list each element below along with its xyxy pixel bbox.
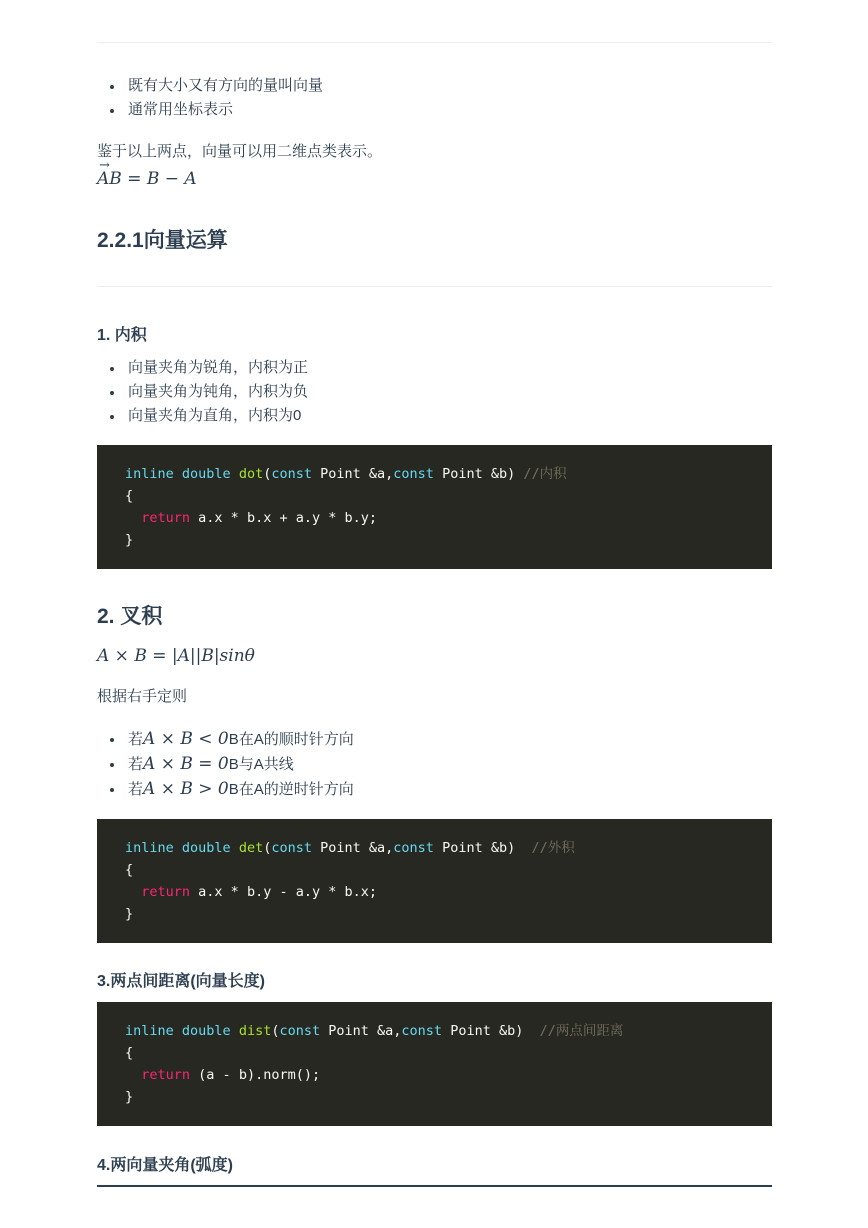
code-keyword: double — [181, 466, 231, 482]
formula-a: A — [184, 169, 197, 189]
code-block-det — [97, 819, 772, 943]
code-text: Point &a, — [320, 1023, 402, 1039]
code-function: dist — [238, 1023, 272, 1039]
code-keyword: const — [393, 466, 434, 482]
code-text: Point &a, — [312, 840, 394, 856]
code-function: det — [238, 840, 264, 856]
list-item-prefix: 若 — [128, 731, 144, 748]
list-item: 向量夹角为钝角，内积为负 — [97, 380, 308, 404]
code-text: ( — [263, 466, 272, 482]
list-item: 通常用坐标表示 — [97, 98, 323, 122]
list-item-math: A × B > 0 — [143, 779, 229, 799]
code-block-dot — [97, 445, 772, 569]
code-comment: //内积 — [523, 466, 567, 482]
code-text: ( — [271, 1023, 280, 1039]
code-text: Point &b) — [433, 840, 532, 856]
code-text: ( — [263, 840, 272, 856]
code-keyword: double — [181, 840, 231, 856]
list-item-prefix: 若 — [128, 756, 144, 773]
code-text: } — [125, 1089, 134, 1105]
code-function: dot — [238, 466, 264, 482]
code-text: a.x * b.x + a.y * b.y; — [190, 510, 377, 526]
bottom-rule — [97, 1185, 772, 1187]
code-text: { — [125, 862, 134, 878]
divider — [97, 286, 772, 287]
code-text: } — [125, 532, 134, 548]
code-keyword: const — [271, 840, 313, 856]
cross-list — [97, 727, 354, 802]
code-keyword: inline — [125, 1023, 174, 1039]
list-item-math: A × B < 0 — [143, 729, 229, 749]
code-text: Point &a, — [312, 466, 394, 482]
vector-ab: AB → — [97, 168, 122, 190]
right-hand-rule: 根据右手定则 — [97, 688, 188, 705]
list-item-prefix: 若 — [128, 781, 144, 798]
list-item-text: B与A共线 — [228, 756, 294, 773]
code-keyword: inline — [125, 840, 174, 856]
code-return: return — [141, 884, 191, 900]
dist-heading: 3.两点间距离(向量长度) — [97, 973, 266, 990]
formula-minus: − — [164, 169, 179, 189]
formula-eq: = — [127, 169, 142, 189]
cross-formula: A × B = |A||B|sinθ — [97, 646, 255, 666]
code-text: Point &b) — [433, 466, 524, 482]
code-keyword: const — [271, 466, 313, 482]
code-text: (a - b).norm(); — [190, 1067, 321, 1083]
list-item — [97, 727, 354, 752]
list-item: 既有大小又有方向的量叫向量 — [97, 74, 323, 98]
code-block-dist — [97, 1002, 772, 1126]
section-title: 2.2.1向量运算 — [97, 229, 228, 252]
list-item-math: A × B = 0 — [143, 754, 229, 774]
code-text: Point &b) — [442, 1023, 540, 1039]
list-item — [97, 777, 354, 802]
dot-list — [97, 356, 308, 428]
code-text: { — [125, 488, 134, 504]
cross-heading: 2. 叉积 — [97, 605, 163, 628]
intro-list — [97, 74, 323, 122]
code-comment: //外积 — [531, 840, 575, 856]
list-item — [97, 752, 354, 777]
code-return: return — [141, 1067, 191, 1083]
code-keyword: double — [181, 1023, 231, 1039]
code-text: } — [125, 906, 134, 922]
divider — [97, 42, 772, 43]
list-item-text: B在A的逆时针方向 — [228, 781, 354, 798]
formula-b: B — [146, 169, 160, 189]
code-keyword: const — [393, 840, 434, 856]
code-keyword: const — [279, 1023, 321, 1039]
code-keyword: inline — [125, 466, 174, 482]
formula-ab — [97, 168, 197, 190]
code-text: a.x * b.y - a.y * b.x; — [190, 884, 377, 900]
angle-heading: 4.两向量夹角(弧度) — [97, 1157, 234, 1174]
list-item: 向量夹角为直角，内积为0 — [97, 404, 308, 428]
code-keyword: const — [401, 1023, 443, 1039]
dot-heading: 1. 内积 — [97, 327, 147, 344]
code-return: return — [141, 510, 191, 526]
code-text: { — [125, 1045, 134, 1061]
list-item-text: B在A的顺时针方向 — [228, 731, 354, 748]
list-item: 向量夹角为锐角，内积为正 — [97, 356, 308, 380]
code-comment: //两点间距离 — [539, 1023, 624, 1039]
intro-paragraph: 鉴于以上两点，向量可以用二维点类表示。 — [97, 143, 383, 160]
